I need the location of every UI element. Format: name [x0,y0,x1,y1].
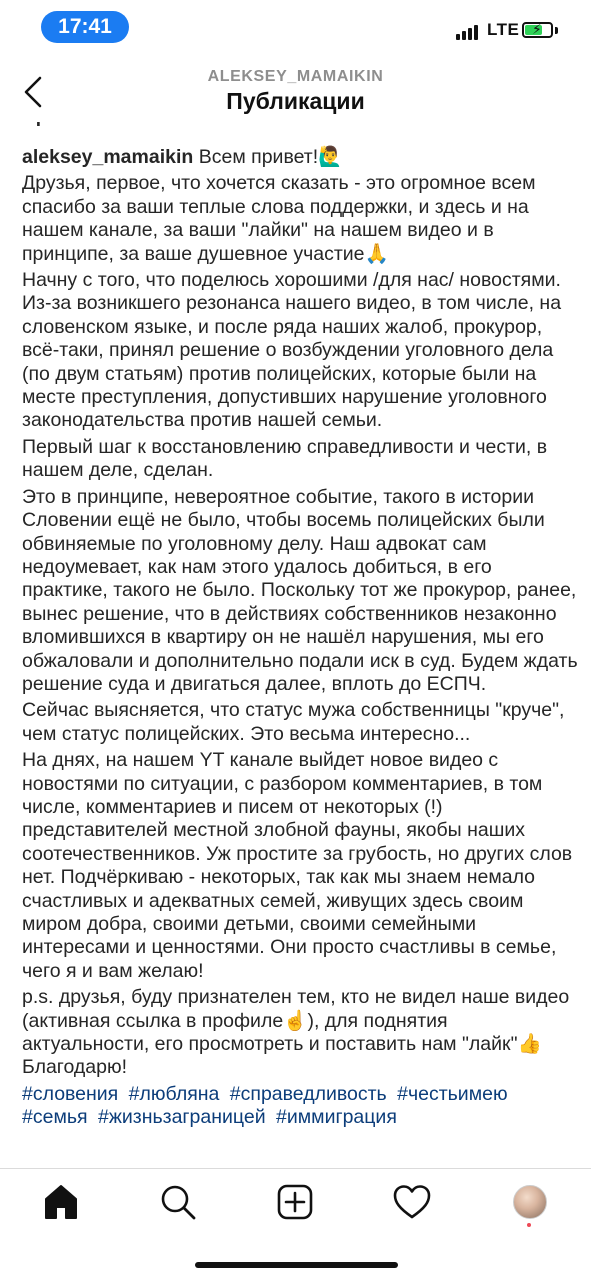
caption-username[interactable]: aleksey_mamaikin [22,146,194,168]
hashtag-link[interactable]: #любляна [128,1082,220,1105]
heart-icon [389,1179,435,1225]
caption-paragraph: Первый шаг к восстановлению справедливости и чести, в нашем деле, сделан. [22,435,548,482]
account-name[interactable]: ALEKSEY_MAMAIKIN [207,68,384,85]
hashtag-link[interactable]: #словения [22,1082,119,1105]
network-type: LTE [487,20,520,39]
battery-nub [555,27,558,34]
caption-first-line [22,146,578,169]
home-icon [38,1179,84,1225]
tab-activity[interactable] [389,1179,435,1225]
hashtag-link[interactable]: #справедливость [229,1082,387,1105]
profile-avatar[interactable] [513,1185,547,1219]
caption-paragraph: Это в принципе, невероятное событие, такого в истории Словении ещё не было, чтобы восемь полицейских были обвиняемые по уголовному делу. Наш адвокат сам недоумевает, как нам этого удалось добиться, в его практике, такого не было. Поскольку тот же прокурор, ранее, вынес решение, что в действиях собственников незаконно вломившихся в квартиру он не нашёл нарушения, мы его обжаловали и дополнительно подали иск в суд. Будем ждать решение суда и двигаться далее, вплоть до ЕСПЧ. [22,485,578,695]
bottom-tab-bar [0,1168,591,1281]
home-indicator [195,1262,398,1268]
notification-dot [527,1223,531,1227]
tab-home[interactable] [38,1179,84,1225]
status-bar [0,0,591,56]
caption-paragraph: Начну с того, что поделюсь хорошими /для нас/ новостями. Из-за возникшего резонанса нашего видео, в том числе, на словенском языке, и после ряда наших жалоб, прокурор, всё-таки, принял решение о возбуждении уголовного дела (по двум статьям) против полицейских, которые были на месте преступления, допустивших нарушение уголовного законодательства против нашей семьи. [22,269,562,432]
caption-paragraph: Сейчас выясняется, что статус мужа собственницы "круче", чем статус полицейских. Это весьма интересно... [22,699,565,745]
hashtag-link[interactable]: #иммиграция [276,1106,397,1129]
nav-header [0,56,591,122]
page-title: Публикации [226,88,365,114]
plus-square-icon [272,1179,318,1225]
tab-search[interactable] [155,1179,201,1225]
caption-paragraph: На днях, на нашем YT канале выйдет новое видео с новостями по ситуации, с разбором комментариев, в том числе, комментариев и писем от некоторых (!) представителей местной злобной фауны, якобы наших соотечественников. Уж простите за грубость, но других слов нет. Подчёркиваю - некоторых, так как мы знаем немало счастливых и адекватных семей, живущих здесь своим миром добра, своими детьми, своими семейными интересами и ценностями. Они просто счастливы в семье, чего я и вам желаю! [22,749,573,982]
caption-paragraph: Всем привет!🙋‍♂️ [198,146,343,168]
hashtag-link[interactable]: #жизньзаграницей [98,1106,266,1129]
hashtag-link[interactable]: #семья [22,1106,88,1129]
cellular-signal-icon [456,24,482,40]
hashtag-list [22,1083,578,1130]
post-content [0,112,591,1168]
tab-create[interactable] [272,1179,318,1225]
post-caption [22,146,578,1130]
status-time: 17:41 [41,11,129,43]
battery-icon: ⚡ [522,22,553,38]
search-icon [155,1179,201,1225]
caption-paragraph: p.s. друзья, буду признателен тем, кто не видел наше видео (активная ссылка в профиле☝️), для поднятия актуальности, его просмотреть и поставить нам "лайк"👍Благодарю! [22,986,570,1079]
hashtag-link[interactable]: #честьимею [397,1082,508,1105]
caption-paragraph: Друзья, первое, что хочется сказать - это огромное всем спасибо за ваши теплые слова поддержки, и здесь и на нашем канале, за ваши "лайки" на нашем видео и в принципе, за ваше душевное участие🙏 [22,172,536,265]
